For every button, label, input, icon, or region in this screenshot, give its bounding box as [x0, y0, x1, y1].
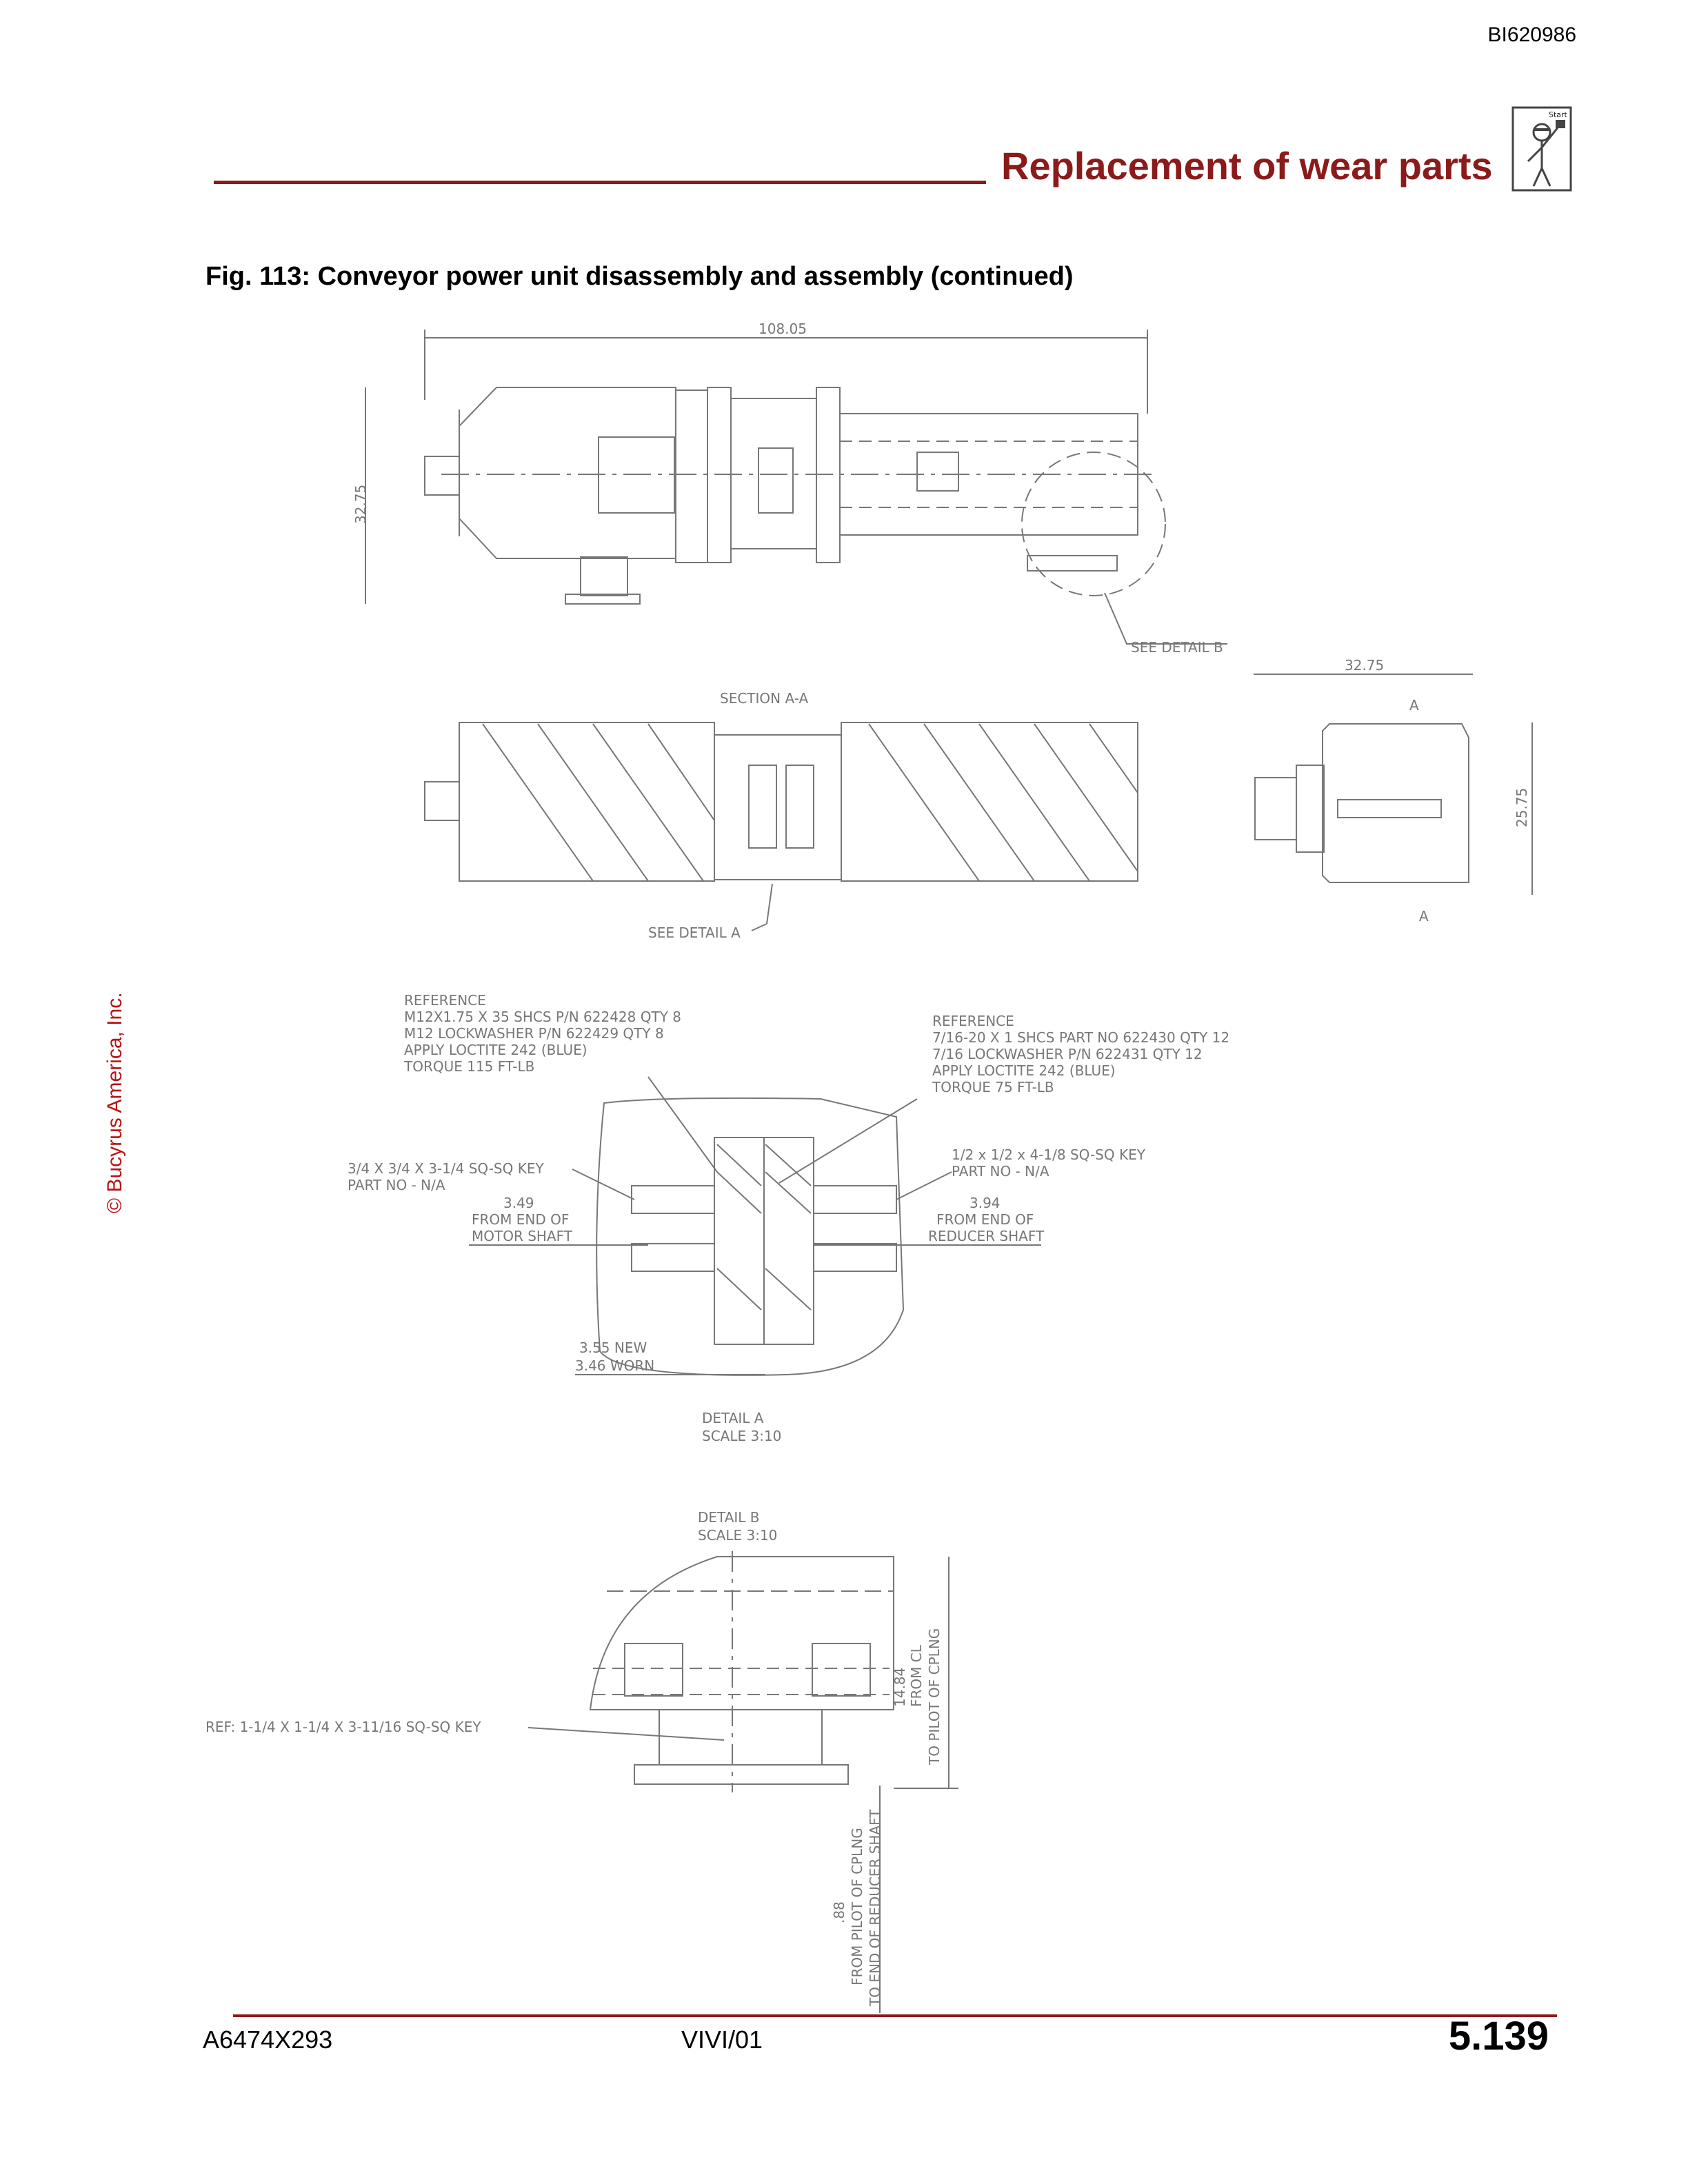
section-mark-a-bottom: A — [1419, 908, 1429, 924]
dim-overall-length: 108.05 — [758, 321, 807, 337]
ref-left-line-1: REFERENCE — [404, 992, 486, 1009]
detail-a-scale: SCALE 3:10 — [702, 1428, 782, 1444]
label-section-aa: SECTION A-A — [720, 690, 809, 707]
detail-a-view — [348, 992, 1229, 1444]
side-view — [352, 321, 1227, 656]
dim-reducer-from: FROM END OF — [936, 1211, 1034, 1228]
detail-a-title: DETAIL A — [702, 1410, 764, 1426]
label-see-detail-b: SEE DETAIL B — [1131, 639, 1223, 656]
key-right-line-2: PART NO - N/A — [952, 1163, 1049, 1180]
detail-b-scale: SCALE 3:10 — [698, 1527, 778, 1544]
document-id: BI620986 — [1487, 23, 1576, 46]
dim-motor-shaft: MOTOR SHAFT — [472, 1228, 572, 1244]
ref-right-line-2: 7/16-20 X 1 SHCS PART NO 622430 QTY 12 — [932, 1029, 1230, 1046]
dim-motor-value: 3.49 — [503, 1195, 534, 1211]
ref-left-line-2: M12X1.75 X 35 SHCS P/N 622428 QTY 8 — [404, 1009, 681, 1025]
ref-left-line-5: TORQUE 115 FT-LB — [404, 1058, 535, 1075]
label-see-detail-a: SEE DETAIL A — [648, 924, 741, 941]
dim-cl-to: TO PILOT OF CPLNG — [926, 1628, 943, 1765]
dim-pilot-to: TO END OF REDUCER SHAFT — [867, 1809, 883, 2006]
dim-side-height: 32.75 — [352, 484, 369, 524]
ref-right-line-3: 7/16 LOCKWASHER P/N 622431 QTY 12 — [932, 1046, 1203, 1062]
dim-end-height: 25.75 — [1514, 787, 1530, 827]
gap-new: 3.55 NEW — [579, 1339, 647, 1356]
end-view — [1254, 657, 1532, 924]
dim-reducer-value: 3.94 — [969, 1195, 1001, 1211]
key-left-line-2: PART NO - N/A — [348, 1177, 445, 1193]
ref-right-line-1: REFERENCE — [932, 1013, 1014, 1029]
figure-caption: Fig. 113: Conveyor power unit disassembly and assembly (continued) — [205, 262, 1074, 291]
page-title: Replacement of wear parts — [1001, 144, 1493, 188]
dim-pilot-from: FROM PILOT OF CPLNG — [849, 1828, 865, 1985]
ref-right-line-4: APPLY LOCTITE 242 (BLUE) — [932, 1062, 1116, 1079]
key-right-line-1: 1/2 x 1/2 x 4-1/8 SQ-SQ KEY — [952, 1146, 1145, 1163]
footer-document-code: A6474X293 — [203, 2025, 333, 2054]
dim-end-width: 32.75 — [1345, 657, 1385, 674]
gap-worn: 3.46 WORN — [575, 1357, 655, 1374]
dim-cl-from: FROM CL — [908, 1645, 925, 1707]
start-icon-label: Start — [1549, 110, 1567, 119]
dim-motor-from: FROM END OF — [472, 1211, 570, 1228]
dim-pilot-value: .88 — [831, 1901, 847, 1923]
section-aa-view — [425, 690, 1138, 941]
ref-right-line-5: TORQUE 75 FT-LB — [932, 1079, 1054, 1095]
dim-reducer-shaft: REDUCER SHAFT — [928, 1228, 1045, 1244]
ref-key-detail-b: REF: 1-1/4 X 1-1/4 X 3-11/16 SQ-SQ KEY — [205, 1719, 481, 1735]
ref-left-line-3: M12 LOCKWASHER P/N 622429 QTY 8 — [404, 1025, 664, 1042]
dim-cl-value: 14.84 — [892, 1667, 908, 1707]
ref-left-line-4: APPLY LOCTITE 242 (BLUE) — [404, 1042, 587, 1058]
footer-revision: VIVI/01 — [681, 2025, 763, 2054]
copyright-note: © Bucyrus America, Inc. — [103, 992, 126, 1213]
footer-page-number: 5.139 — [1448, 2014, 1549, 2059]
footer-rule — [233, 2014, 1557, 2017]
key-left-line-1: 3/4 X 3/4 X 3-1/4 SQ-SQ KEY — [348, 1160, 544, 1177]
detail-b-title: DETAIL B — [698, 1509, 760, 1526]
detail-b-view — [205, 1509, 958, 2013]
section-mark-a-top: A — [1409, 697, 1419, 714]
